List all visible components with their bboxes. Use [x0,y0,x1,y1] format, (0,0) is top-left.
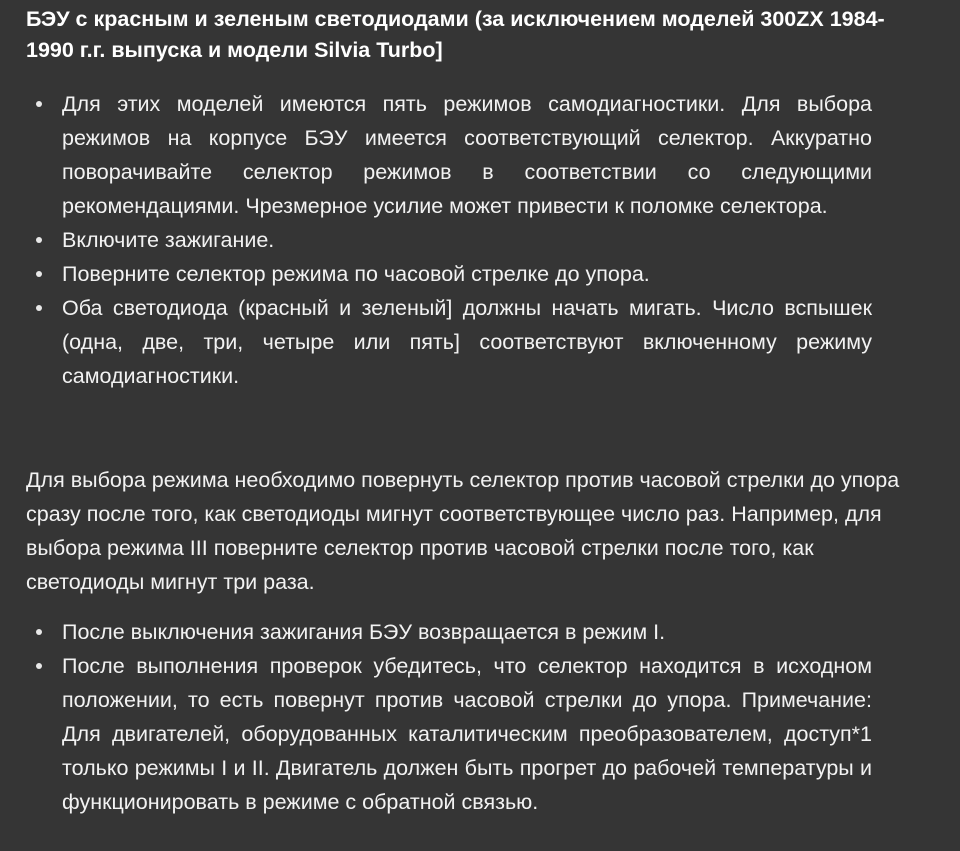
list-item [0,257,872,291]
list-item [0,87,872,223]
body-paragraph: Для выбора режима необходимо повернуть селектор против часовой стрелки до упора сразу после того, как светодиоды мигнут соответствующее число раз. Например, для выбора режима III поверните селектор против часовой стрелки после того, как светодиоды мигнут три раза. [26,468,900,594]
list-item-text: Поверните селектор режима по часовой стрелке до упора. [62,262,650,286]
bullet-icon [36,237,42,243]
list-item [0,615,872,649]
bullet-icon [36,101,42,107]
bullet-icon [36,663,42,669]
bullet-icon [36,629,42,635]
section-heading: БЭУ с красным и зеленым светодиодами (за исключением моделей 300ZX 1984-1990 г.г. выпуска и модели Silvia Turbo] [26,7,885,62]
list-item-text: После выполнения проверок убедитесь, что селектор находится в исходном положении, то есть повернут против часовой стрелки до упора. Примечание: Для двигателей, оборудованных каталитическим преобразователем, доступ*1 только режимы I и II. Двигатель должен быть прогрет до рабочей температуры и функционировать в режиме с обратной связью. [62,654,872,814]
steps-list-2 [0,615,960,819]
list-item-text: После выключения зажигания БЭУ возвращается в режим I. [62,620,666,644]
steps-list-1 [0,87,960,393]
list-item [0,223,872,257]
list-item-text: Оба светодиода (красный и зеленый] должны начать мигать. Число вспышек (одна, две, три, четыре или пять] соответствуют включенному режиму самодиагностики. [62,296,872,388]
bullet-icon [36,271,42,277]
list-item-text: Для этих моделей имеются пять режимов самодиагностики. Для выбора режимов на корпусе БЭУ имеется соответствующий селектор. Аккуратно поворачивайте селектор режимов в соответствии со следующими рекомендациями. Чрезмерное усилие может привести к поломке селектора. [62,92,872,218]
bullet-icon [36,305,42,311]
list-item [0,291,872,393]
list-item-text: Включите зажигание. [62,228,275,252]
list-item [0,649,872,819]
